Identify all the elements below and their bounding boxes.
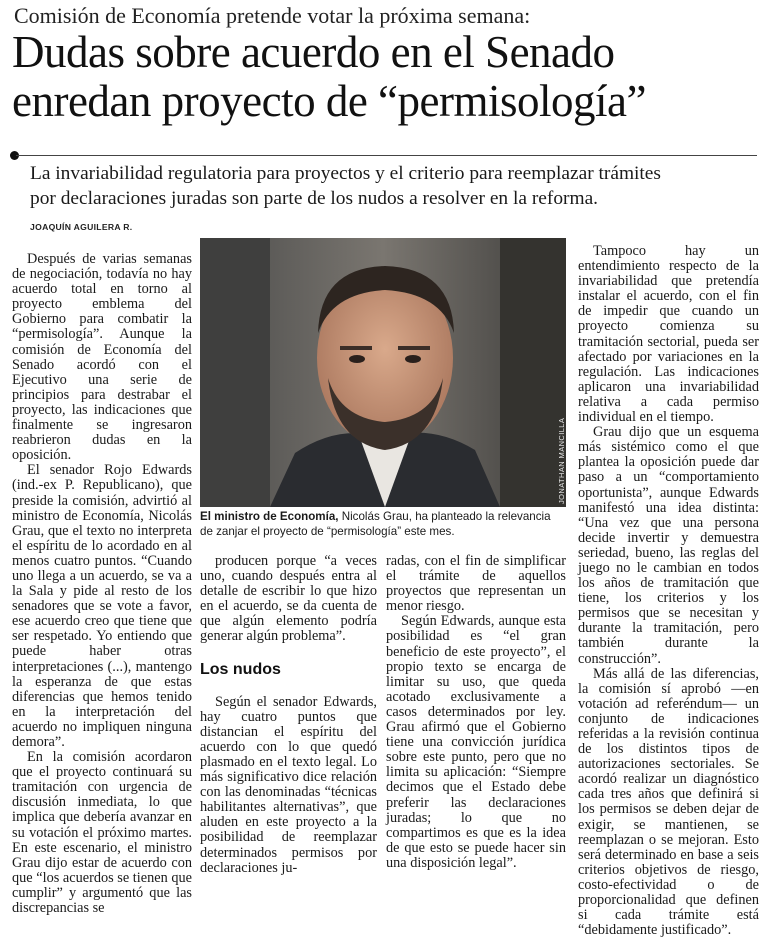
subheading: Los nudos [200, 660, 281, 678]
paragraph: Según Edwards, aunque esta posibilidad es “el gran beneficio de este proyecto”, el propio texto se encarga de limitar su uso, que queda acotado exclusivamente a casos determinados por ley. Grau afirmó que el Gobierno tiene una convicción jurídica sobre este punto, pero que no limita su aplicación: “Siempre decimos que el Estado debe preferir las declaraciones juradas; lo que no compartimos es que es la idea de que esto se puede hacer sin una disposición legal”. [386, 613, 566, 871]
paragraph: En la comisión acordaron que el proyecto continuará su tramitación con urgencia de discusión inmediata, lo que implica que debería avanzar en su votación el próximo martes. En este escenario, el ministro Grau dijo estar de acuerdo con que “los acuerdos se tienen que cumplir” y argumentó que las discrepancias se [12, 749, 192, 917]
caption-text: Nicolás Grau, ha planteado la relevancia de zanjar el proyecto de “permisología” este mes. [200, 510, 551, 538]
caption-lead: El ministro de Economía, [200, 510, 339, 523]
divider-rule [16, 155, 757, 156]
column-4 [578, 244, 759, 938]
headline-line: enredan proyecto de “permisología” [12, 76, 646, 126]
paragraph: Grau dijo que un esquema más sistémico como el que plantea la oposición puede dar paso a un “comportamiento oportunista”, aunque Edwards manifestó una idea distinta: “Una vez que una persona decide invertir y demuestra seriedad, bueno, las reglas del juego no le cambian en todos los años de tramitación que tiene, los criterios y los permisos que se necesitan y durante la tramitación, pero también durante la construcción”. [578, 424, 759, 667]
photo-credit [555, 278, 567, 506]
photo-caption [200, 510, 566, 539]
paragraph: radas, con el fin de simplificar el trámite de aquellos proyectos que representan un menor riesgo. [386, 553, 566, 615]
paragraph: Después de varias semanas de negociación, todavía no hay acuerdo total en torno al proyecto emblema del Gobierno para combatir la “permisología”. Aunque la comisión de Economía del Senado acordó con el Ejecutivo una serie de principios para destrabar el proyecto, las indicaciones que finalmente se ingresaron reabrieron dudas en la oposición. [12, 251, 192, 464]
column-3 [386, 554, 566, 871]
lead-paragraph [30, 161, 760, 211]
svg-text:JONATHAN MANCILLA: JONATHAN MANCILLA [557, 417, 566, 504]
column-1 [12, 252, 192, 916]
kicker: Comisión de Economía pretende votar la próxima semana: [14, 3, 531, 28]
headline-line: Dudas sobre acuerdo en el Senado [12, 27, 615, 77]
lead-line: La invariabilidad regulatoria para proyectos y el criterio para reemplazar trámites [30, 163, 661, 184]
paragraph: El senador Rojo Edwards (ind.-ex P. Republicano), que preside la comisión, advirtió al ministro de Economía, Nicolás Grau, que el texto no interpreta el espíritu de lo acordado en al menos cuatro puntos. “Cuando uno llega a un acuerdo, se va a la Sala y pide al resto de los senadores que se vote a favor, ese acuerdo creo que tiene que ser respetado. Yo entiendo que puede haber otras interpretaciones (...), mantengo la esperanza de que estas diferencias que hemos tenido en la interpretación del acuerdo no impliquen ninguna demora”. [12, 462, 192, 750]
paragraph: producen porque “a veces uno, cuando después entra al detalle de escribir lo que hizo en el acuerdo, se da cuenta de que algún elemento podría generar algún problema”. [200, 553, 377, 645]
minister-portrait-image [200, 238, 566, 507]
headline [12, 28, 762, 126]
byline: JOAQUÍN AGUILERA R. [30, 222, 133, 232]
photo-minister [200, 238, 566, 507]
paragraph: Tampoco hay un entendimiento respecto de la invariabilidad que pretendía instalar el acuerdo, con el fin de impedir que cuando un proyecto comienza su tramitación sectorial, pueda ser afectado por variaciones en la regulación. Las indicaciones aplicaron una invariabilidad relativa a cada permiso individual en el tiempo. [578, 243, 759, 426]
lead-line: por declaraciones juradas son parte de los nudos a resolver en la reforma. [30, 188, 599, 209]
column-2 [200, 554, 377, 876]
paragraph: Según el senador Edwards, hay cuatro puntos que distancian el espíritu del acuerdo con lo que quedó plasmado en el texto legal. Lo más significativo dice relación con las denominadas “técnicas habilitantes alternativas”, que aluden en este proyecto a la posibilidad de reemplazar determinados permisos por declaraciones ju- [200, 693, 377, 876]
paragraph: Más allá de las diferencias, la comisión sí aprobó —en votación ad referéndum— un conjunto de indicaciones referidas a la revisión continua de los distintos tipos de autorizaciones sectoriales. Se acordó realizar un diagnóstico cada tres años que definirá si los permisos se deben dejar de exigir, se mantienen, se reemplazan o se mejoran. Esto será determinado en base a seis criterios objetivos de riesgo, costo-efectividad o de proporcionalidad que definen si cada trámite está “debidamente justificado”. [578, 665, 759, 938]
